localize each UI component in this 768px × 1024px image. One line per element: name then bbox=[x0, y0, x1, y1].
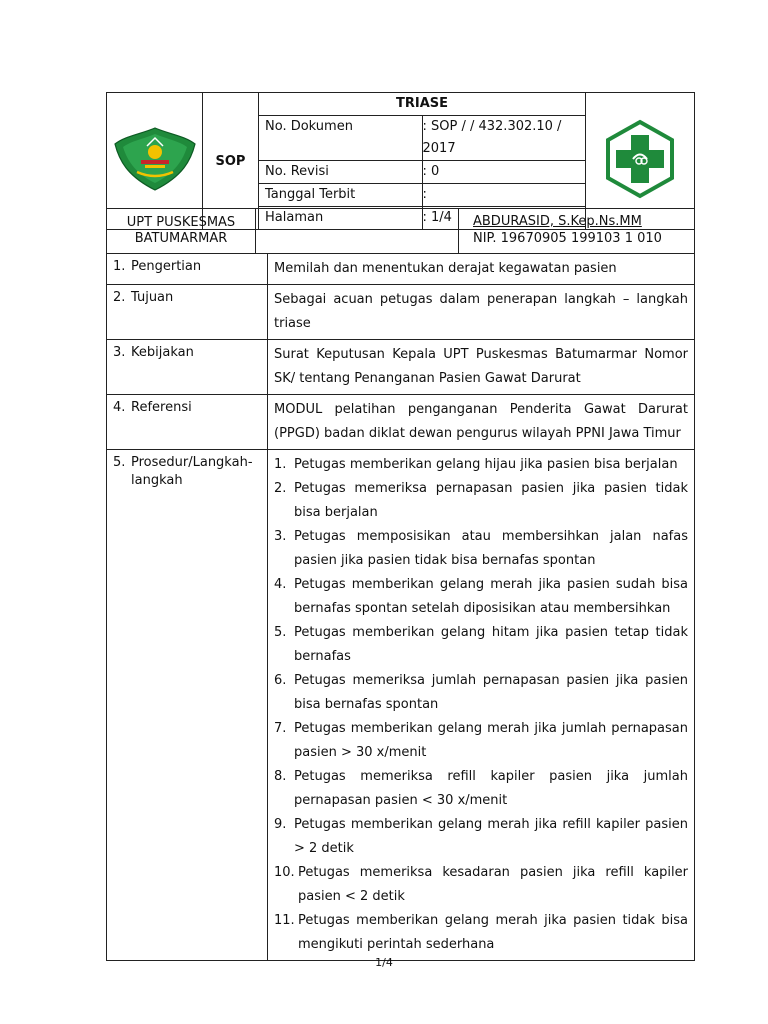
section-row bbox=[107, 340, 695, 395]
section-label: 5. Prosedur/Langkah-langkah bbox=[107, 450, 268, 961]
list-item: 7. Petugas memberikan gelang merah jika jumlah pernapasan pasien > 30 x/menit bbox=[274, 721, 688, 760]
section-label: 2. Tujuan bbox=[107, 285, 268, 340]
section-row bbox=[107, 450, 695, 961]
meta-label-document-number: No. Dokumen bbox=[259, 116, 423, 161]
meta-value-revision: : 0 bbox=[422, 161, 586, 184]
page-number-footer: 1/4 bbox=[375, 956, 393, 969]
list-item: 5. Petugas memberikan gelang hitam jika pasien tetap tidak bernafas bbox=[274, 625, 688, 664]
section-content: MODUL pelatihan penganganan Penderita Gawat Darurat (PPGD) badan diklat dewan pengurus wilayah PPNI Jawa Timur bbox=[268, 395, 695, 450]
list-item: 1. Petugas memberikan gelang hijau jika pasien bisa berjalan bbox=[274, 457, 678, 472]
section-content: Surat Keputusan Kepala UPT Puskesmas Batumarmar Nomor SK/ tentang Penanganan Pasien Gawat Darurat bbox=[268, 340, 695, 395]
section-content: Memilah dan menentukan derajat kegawatan pasien bbox=[268, 254, 695, 285]
section-row bbox=[107, 395, 695, 450]
list-item: 6. Petugas memeriksa jumlah pernapasan pasien jika pasien bisa bernafas spontan bbox=[274, 673, 688, 712]
section-content: Sebagai acuan petugas dalam penerapan langkah – langkah triase bbox=[268, 285, 695, 340]
meta-label-page: Halaman bbox=[259, 207, 423, 230]
list-item: 10. Petugas memeriksa kesadaran pasien jika refill kapiler pasien < 2 detik bbox=[274, 865, 688, 904]
meta-label-issue-date: Tanggal Terbit bbox=[259, 184, 423, 207]
list-item: 9. Petugas memberikan gelang merah jika refill kapiler pasien > 2 detik bbox=[274, 817, 688, 856]
procedure-steps-list bbox=[274, 453, 688, 957]
section-row bbox=[107, 254, 695, 285]
blank-cell bbox=[256, 209, 459, 254]
section-label: 1. Pengertian bbox=[107, 254, 268, 285]
list-item: 3. Petugas memposisikan atau membersihkan jalan nafas pasien jika pasien tidak bisa bernafas spontan bbox=[274, 529, 688, 568]
list-item: 11. Petugas memberikan gelang merah jika pasien tidak bisa mengikuti perintah sederhana bbox=[274, 913, 688, 952]
list-item: 8. Petugas memeriksa refill kapiler pasien jika jumlah pernapasan pasien < 30 x/menit bbox=[274, 769, 688, 808]
meta-label-revision: No. Revisi bbox=[259, 161, 423, 184]
puskesmas-cross-icon bbox=[600, 119, 680, 199]
signature-cell bbox=[459, 209, 695, 254]
meta-value-document-number: : SOP / / 432.302.10 / 2017 bbox=[422, 116, 586, 161]
organization-cell bbox=[107, 209, 256, 254]
section-row bbox=[107, 285, 695, 340]
organization-line-2: BATUMARMAR bbox=[134, 231, 228, 246]
procedure-steps-cell bbox=[268, 450, 695, 961]
document-title: TRIASE bbox=[259, 93, 586, 116]
list-item: 2. Petugas memeriksa pernapasan pasien jika pasien tidak bisa berjalan bbox=[274, 481, 688, 520]
sop-label: SOP bbox=[203, 93, 259, 230]
section-label: 3. Kebijakan bbox=[107, 340, 268, 395]
regency-emblem-icon bbox=[111, 124, 199, 194]
signer-nip: NIP. 19670905 199103 1 010 bbox=[473, 231, 662, 246]
meta-value-issue-date: : bbox=[422, 184, 586, 207]
list-item: 4. Petugas memberikan gelang merah jika pasien sudah bisa bernafas spontan setelah diposisikan atau membersihkan bbox=[274, 577, 688, 616]
sop-sections-table bbox=[106, 253, 695, 961]
organization-line-1: UPT PUSKESMAS bbox=[126, 215, 236, 230]
sop-content-table bbox=[106, 208, 695, 254]
signer-name: ABDURASID, S.Kep.Ns.MM bbox=[473, 214, 642, 229]
section-label: 4. Referensi bbox=[107, 395, 268, 450]
meta-value-page: : 1/4 bbox=[422, 207, 586, 230]
